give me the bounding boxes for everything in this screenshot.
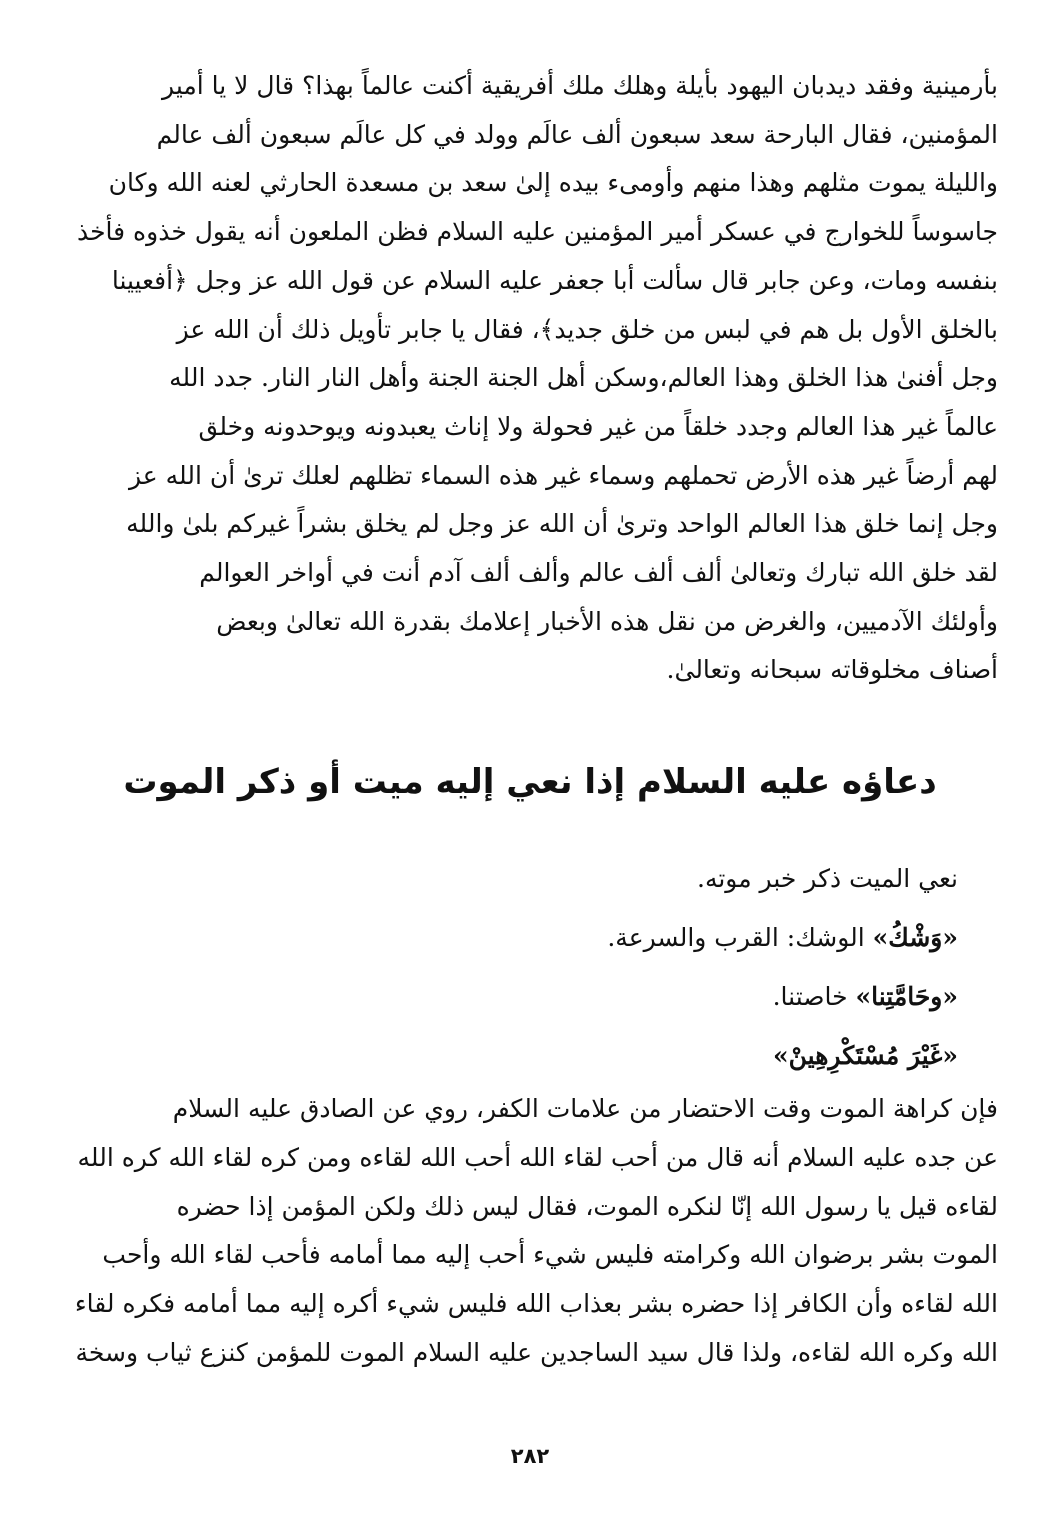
definition-text: الوشك: القرب والسرعة. (607, 923, 873, 953)
definition-text: نعي الميت ذكر خبر موته. (697, 864, 958, 894)
body-paragraph-top: بأرمينية وفقد ديدبان اليهود بأيلة وهلك ملك أفريقية أكنت عالماً بهذا؟ قال لا يا أمير المؤمنين، فقال البارحة سعد سبعون ألف عالَم وولد في كل عالَم سبعون ألف عالم والليلة يموت مثلهم وهذا منهم وأومىء بيده إلىٰ سعد بن مسعدة الحارثي لعنه الله وكان جاسوساً للخوارج في عسكر أمير المؤمنين عليه السلام فظن الملعون أنه يقول خذوه فأخذ بنفسه ومات، وعن جابر قال سألت أبا جعفر عليه السلام عن قول الله عز وجل ﴿أفعيينا بالخلق الأول بل هم في لبس من خلق جديد﴾، فقال يا جابر تأويل ذلك أن الله عز وجل أفنىٰ هذا الخلق وهذا العالم،وسكن أهل الجنة الجنة وأهل النار النار. جدد الله عالماً غير هذا العالم وجدد خلقاً من غير فحولة ولا إناث يعبدونه ويوحدونه وخلق لهم أرضاً غير هذه الأرض تحملهم وسماء غير هذه السماء تظلهم لعلك ترىٰ أن الله عز وجل إنما خلق هذا العالم الواحد وترىٰ أن الله عز وجل لم يخلق بشراً غيركم بلىٰ والله لقد خلق الله تبارك وتعالىٰ ألف ألف عالم وألف ألف آدم أنت في أواخر العوالم وأولئك الآدميين، والغرض من نقل هذه الأخبار إعلامك بقدرة الله تعالىٰ وبعض أصناف مخلوقاته سبحانه وتعالىٰ. (76, 71, 998, 685)
definition-item (62, 1026, 958, 1085)
definition-item (62, 849, 958, 908)
body-paragraph-bottom: فإن كراهة الموت وقت الاحتضار من علامات الكفر، روي عن الصادق عليه السلام عن جده عليه السلام أنه قال من أحب لقاء الله أحب الله لقاءه ومن كره لقاء الله كره الله لقاءه قيل يا رسول الله إنّا لنكره الموت، فقال ليس ذلك ولكن المؤمن إذا حضره الموت بشر برضوان الله وكرامته فليس شيء أحب إليه مما أمامه فأحب لقاء الله وأحب الله لقاءه وأن الكافر إذا حضره بشر بعذاب الله فليس شيء أكره إليه مما أمامه فكره لقاء الله وكره الله لقاءه، ولذا قال سيد الساجدين عليه السلام الموت للمؤمن كنزع ثياب وسخة (74, 1094, 998, 1367)
definition-term: «وحَامَّتِنا» (855, 982, 958, 1012)
definition-item (62, 967, 958, 1026)
definition-text: خاصتنا. (772, 982, 856, 1012)
page-number: ٢٨٢ (510, 1444, 550, 1468)
definition-item (62, 908, 958, 967)
definitions-list (62, 849, 998, 1085)
section-heading: دعاؤه عليه السلام إذا نعي إليه ميت أو ذكر الموت (123, 762, 937, 803)
definition-term: «وَشْكُ» (872, 923, 958, 953)
definition-term: «غَيْرَ مُسْتَكْرِهِينْ» (773, 1041, 958, 1071)
document-page (62, 62, 998, 1478)
